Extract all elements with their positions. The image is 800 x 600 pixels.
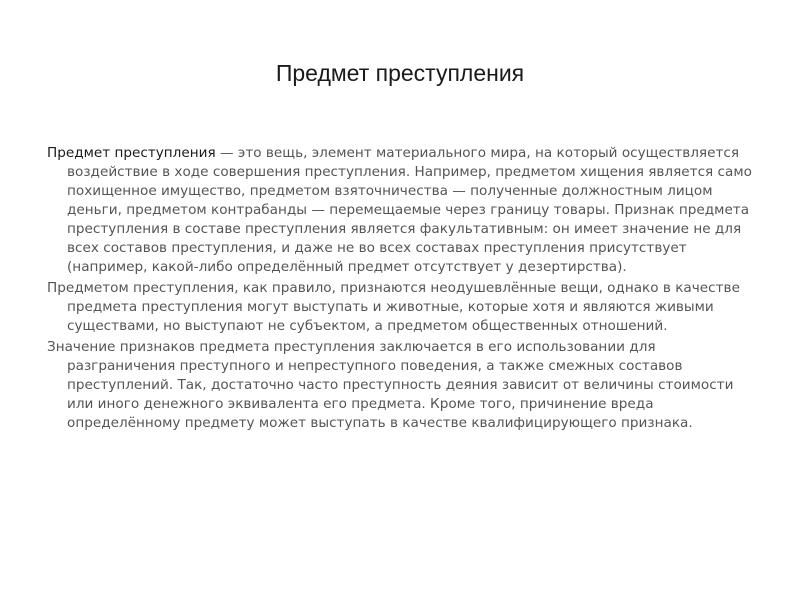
definition-text: — это вещь, элемент материального мира, на который осуществляется воздействие в ходе совершения преступления. Например, предметом хищения является само похищенное имущество, предметом взяточничества — полученные должностным лицом деньги, предметом контрабанды — перемещаемые через границу товары. Признак предмета преступления в составе преступления является факультативным: он имеет значение не для всех составов преступления, и даже не во всех составах преступления присутствует (например, какой-либо определённый предмет отсутствует у дезертирства). <box>67 145 752 275</box>
defined-term: Предмет преступления <box>47 145 216 161</box>
paragraph-significance: Значение признаков предмета преступления заключается в его использовании для разграничения преступного и непреступного поведения, а также смежных составов преступлений. Так, достаточно часто преступность деяния зависит от величины стоимости или иного денежного эквивалента его предмета. Кроме того, причинение вреда определённому предмету может выступать в качестве квалифицирующего признака. <box>47 339 734 431</box>
paragraph-objects: Предметом преступления, как правило, признаются неодушевлённые вещи, однако в качестве предмета преступления могут выступать и животные, которые хотя и являются живыми существами, но выступают не субъектом, а предметом общественных отношений. <box>47 280 740 334</box>
paragraph-definition <box>47 144 762 277</box>
slide-body <box>47 144 762 435</box>
slide-title: Предмет преступления <box>275 60 525 86</box>
